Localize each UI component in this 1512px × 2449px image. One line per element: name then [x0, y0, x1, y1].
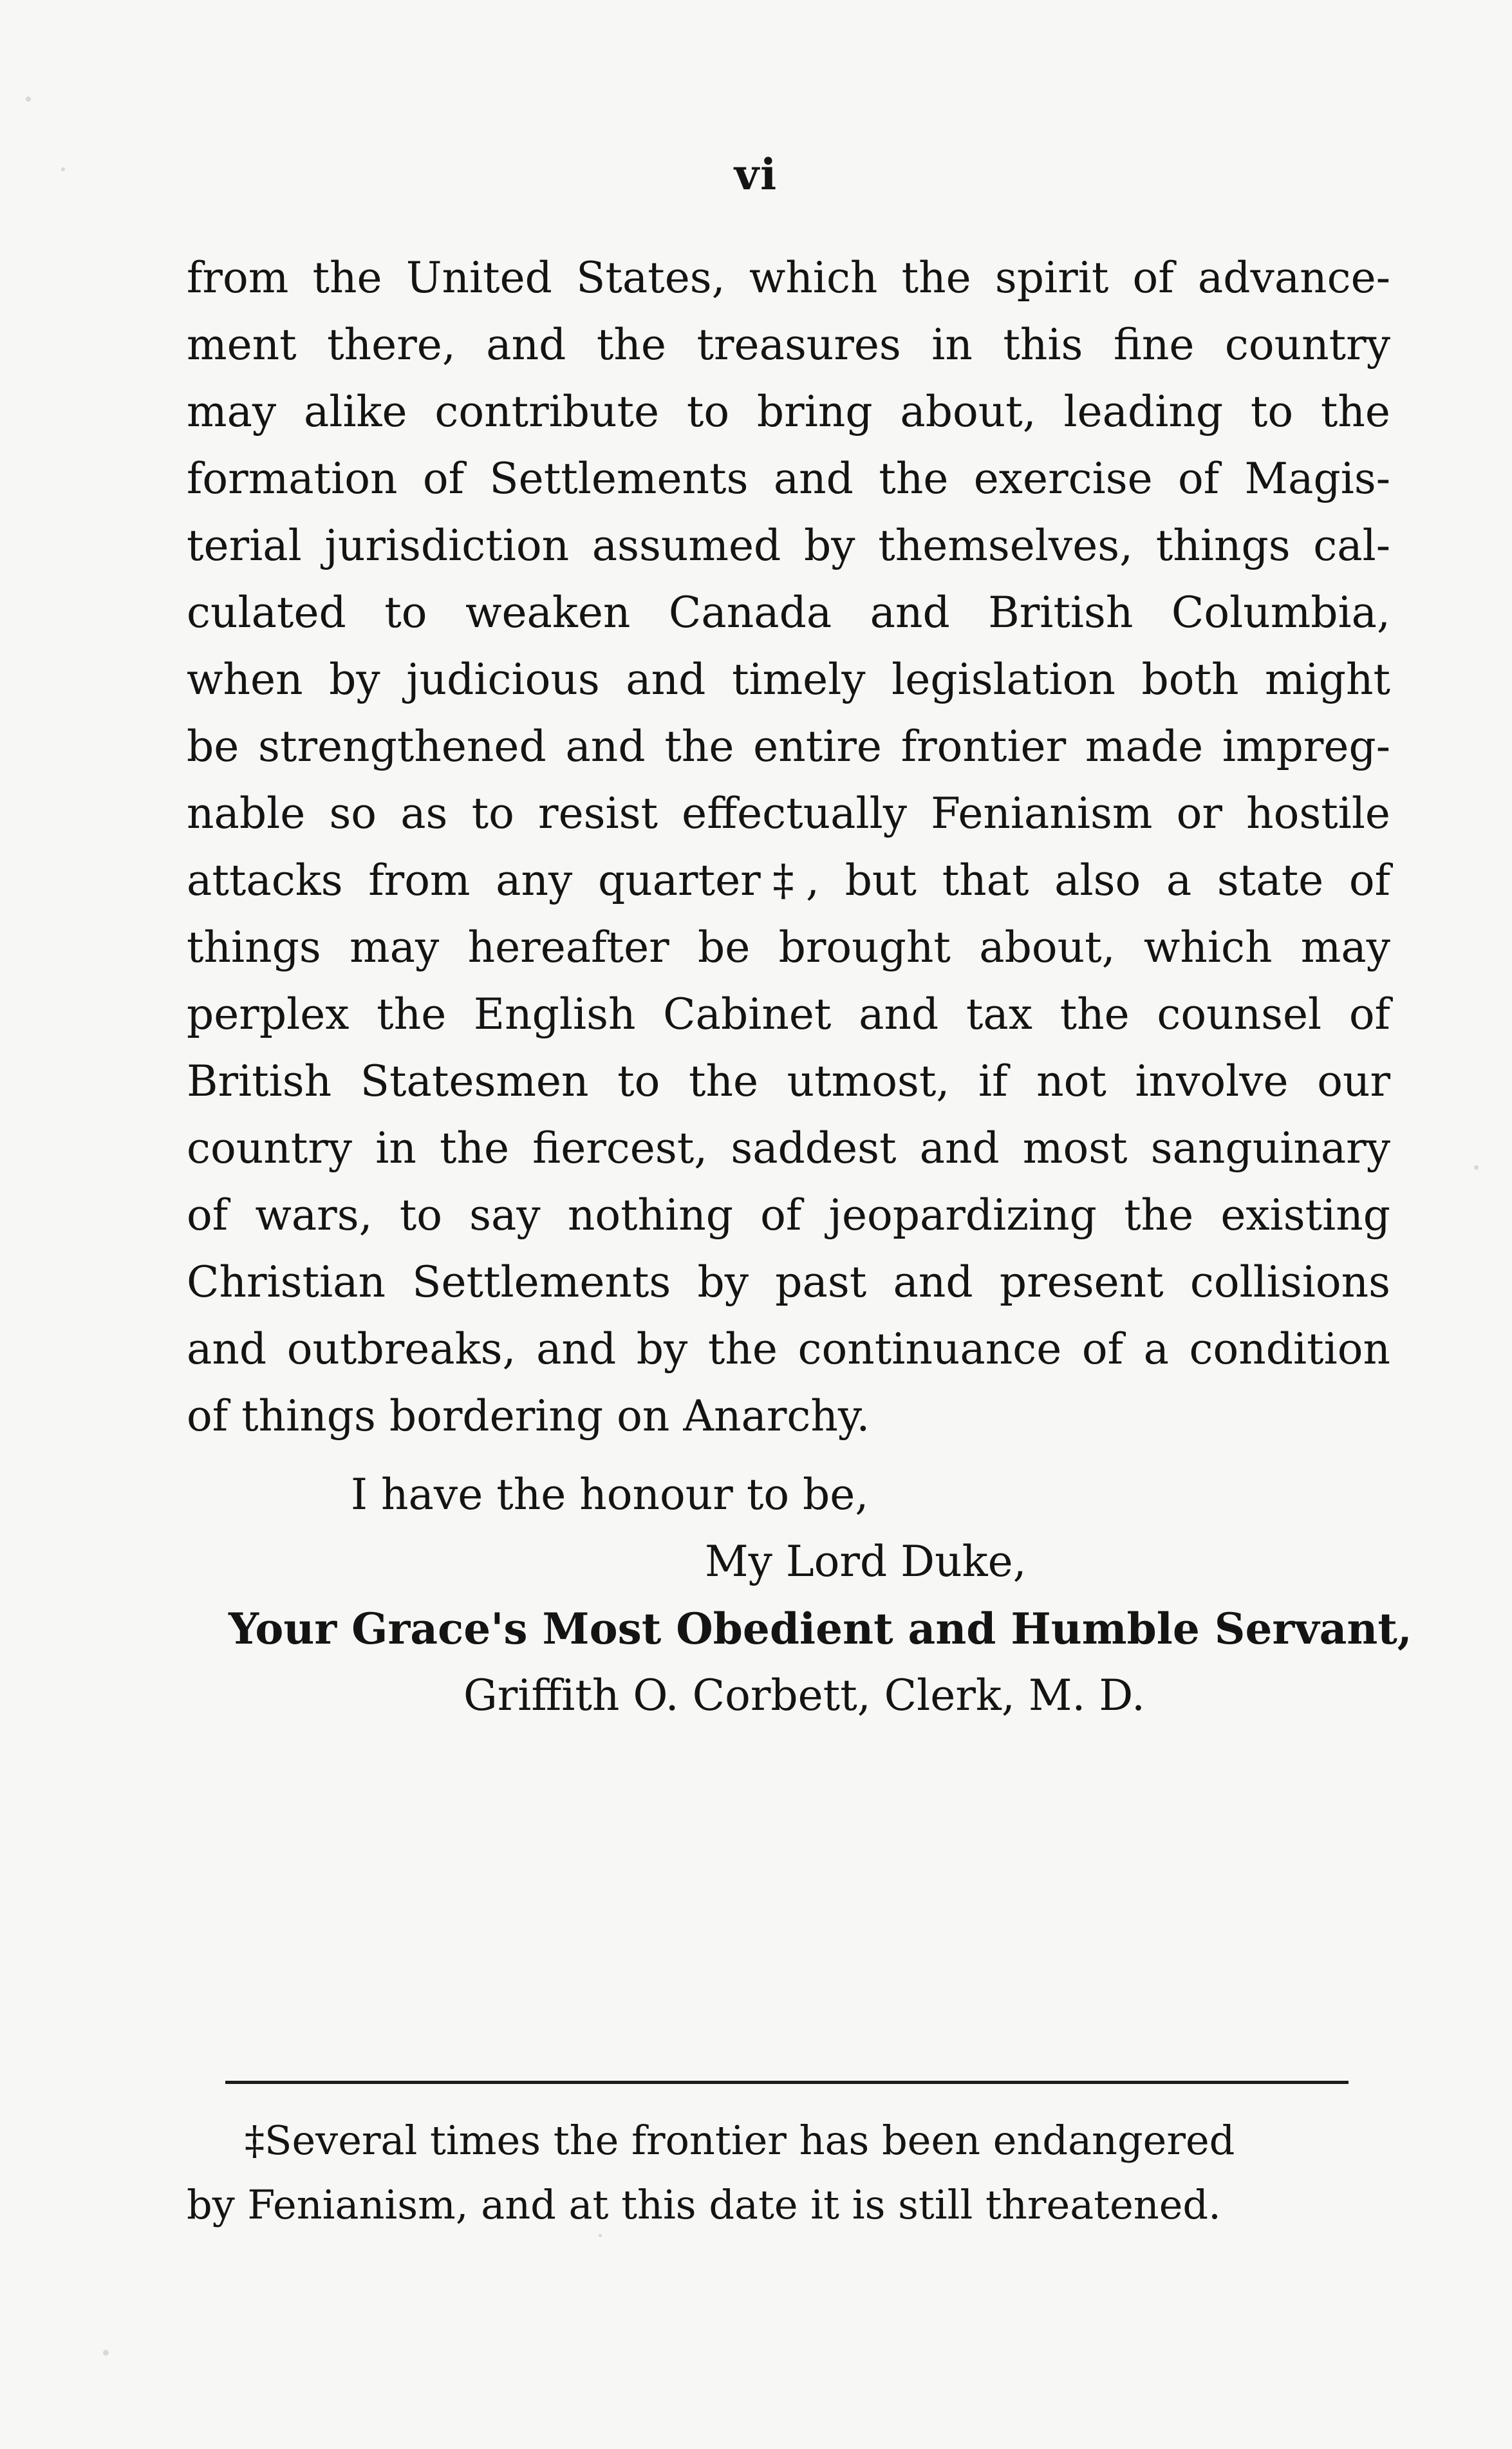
body-line: from the United States, which the spirit of advance-: [187, 253, 1390, 303]
body-line: things may hereafter be brought about, which may: [187, 923, 1390, 972]
scan-speck: [61, 167, 65, 171]
body-line: perplex the English Cabinet and tax the counsel of: [187, 990, 1390, 1039]
body-line: of wars, to say nothing of jeopardizing the existing: [187, 1190, 1390, 1240]
signature-name: Griffith O. Corbett, Clerk, M. D.: [463, 1671, 1145, 1720]
footnote-divider: [225, 2081, 1349, 2084]
body-line: British Statesmen to the utmost, if not involve our: [187, 1056, 1390, 1106]
scan-speck: [26, 97, 31, 102]
body-line: when by judicious and timely legislation both might: [187, 655, 1390, 704]
closing-honour: I have the honour to be,: [351, 1470, 869, 1519]
closing-salutation: My Lord Duke,: [705, 1537, 1027, 1586]
body-line: may alike contribute to bring about, leading to the: [187, 387, 1390, 436]
body-line: terial jurisdiction assumed by themselves, things cal-: [187, 521, 1390, 570]
footnote-line: ‡Several times the frontier has been endangered: [245, 2117, 1235, 2164]
body-line: Christian Settlements by past and present collisions: [187, 1257, 1390, 1307]
body-line: formation of Settlements and the exercise of Magis-: [187, 454, 1390, 503]
body-line: be strengthened and the entire frontier made impreg-: [187, 722, 1390, 771]
closing-servant: Your Grace's Most Obedient and Humble Servant,: [229, 1604, 1412, 1654]
body-line: of things bordering on Anarchy.: [187, 1391, 870, 1441]
body-line: nable so as to resist effectually Fenianism or hostile: [187, 789, 1390, 838]
body-line: culated to weaken Canada and British Columbia,: [187, 588, 1390, 637]
scan-speck: [599, 2234, 602, 2237]
body-line: attacks from any quarter‡, but that also a state of: [187, 856, 1390, 905]
page-number: vi: [734, 149, 778, 200]
body-line: country in the fiercest, saddest and most sanguinary: [187, 1123, 1390, 1173]
body-line: ment there, and the treasures in this fine country: [187, 320, 1390, 370]
footnote: [187, 2108, 1390, 2237]
body-text: [187, 245, 1390, 1450]
scan-speck: [1474, 1165, 1479, 1170]
body-line: and outbreaks, and by the continuance of a condition: [187, 1324, 1390, 1374]
footnote-line: by Fenianism, and at this date it is still threatened.: [187, 2181, 1221, 2228]
scan-speck: [103, 2350, 109, 2356]
